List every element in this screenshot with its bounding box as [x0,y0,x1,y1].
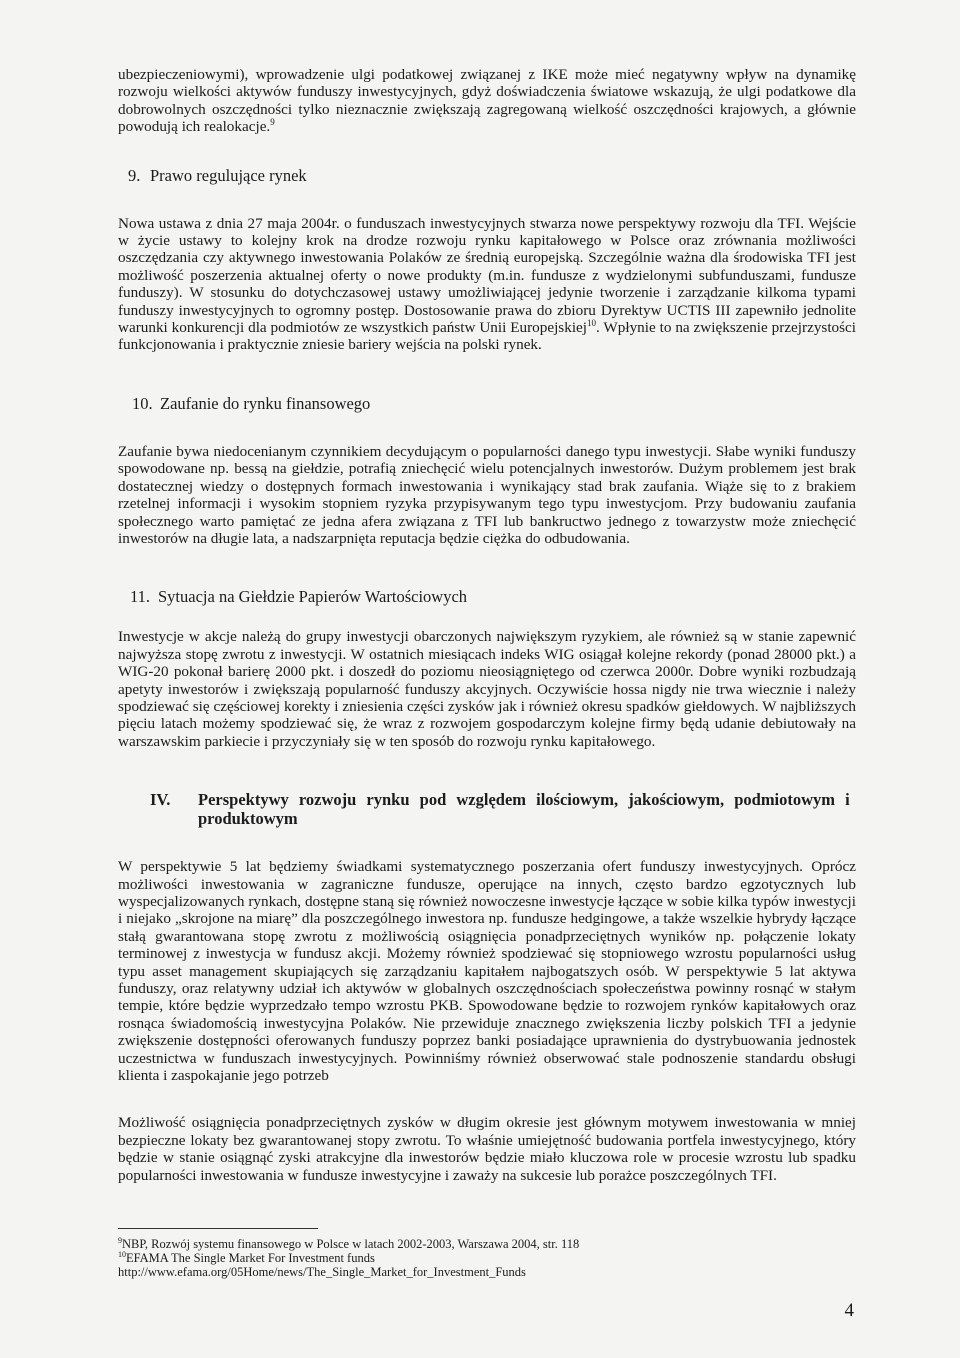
page-number: 4 [844,1300,854,1321]
footnote-divider [118,1228,318,1229]
footnote-10-url: http://www.efama.org/05Home/news/The_Single_Market_for_Investment_Funds [118,1265,526,1280]
footnote-9: $^9$NBP, Rozwój systemu finansowego w Polsce w latach 2002-2003, Warszawa 2004, str. 118 [118,1235,580,1252]
footnote-ref-9: 9 [270,117,275,128]
paragraph-returns: Możliwość osiągnięcia ponadprzeciętnych zysków w długim okresie jest głównym motywem inwestowania w mniej bezpieczne lokaty bez gwarantowanej stopy zwrotu. To właśnie umiejętność budowania portfela inwestycyjnego, który będzie w stanie osiągnąć zyski atrakcyjne dla inwestorów będzie miało kluczowa role w procesie wzrostu lub spadku popularności inwestowania w fundusze inwestycyjne i zaważy na sukcesie lub porażce poszczególnych TFI. [118,1114,856,1184]
paragraph-law: Nowa ustawa z dnia 27 maja 2004r. o funduszach inwestycyjnych stwarza nowe perspektywy rozwoju dla TFI. Wejście w życie ustawy to kolejny krok na drodze rozwoju rynku kapitałowego w Polsce oraz zrównania możliwości oszczędzania czy aktywnego inwestowania Polaków ze średnią europejską. Szczególnie ważna dla środowiska TFI jest możliwość poszerzenia aktualnej oferty o nowe produkty (m.in. fundusze z wydzielonymi subfunduszami, fundusze funduszy). W stosunku do dotychczasowej ustawy umożliwiającej jedynie tworzenie i zarządzanie kilkoma typami funduszy inwestycyjnych to ogromny postęp. Dostosowanie prawa do zbioru Dyrektyw UCTIS III zapewniło jednolite warunki konkurencji dla podmiotów ze wszystkich państw Unii Europejskiej$^{10}$. Wpłynie to na zwiększenie przejrzystości funkcjonowania i praktycznie zniesie bariery wejścia na polski rynek. [118,214,857,354]
paragraph-intro: ubezpieczeniowymi), wprowadzenie ulgi podatkowej związanej z IKE może mieć negatywny wpływ na dynamikę rozwoju wielkości aktywów funduszy inwestycyjnych, gdyż doświadczenia światowe wskazują, że ulgi podatkowe dla dobrowolnych oszczędności tylko nieznacznie zwiększają zagregowaną wielkość oszczędności krajowych, a głównie powodują ich realokacje.$^9$ [118,66,856,136]
paragraph-stock-exchange: Inwestycje w akcje należą do grupy inwestycji obarczonych największym ryzykiem, ale również są w stanie zapewnić najwyższa stopę zwrotu z inwestycji. W ostatnich miesiącach indeks WIG osiągał kolejne rekordy (ponad 28000 pkt.) a WIG-20 pokonał barierę 2000 pkt. i doszedł do poziomu nieosiągniętego od czerwca 2000r. Dobre wyniki rozbudzają apetyty inwestorów i zwiększają popularność funduszy akcyjnych. Oczywiście hossa nigdy nie trwa wiecznie i należy spodziewać się częściowej korekty i zniesienia części zysków jak i również okresu spadków giełdowych. W najbliższych pięciu latach możemy spodziewać się, że wraz z rozwojem gospodarczym kolejne firmy będą udanie debiutowały na warszawskim parkiecie i przyczyniały się w ten sposób do rozwoju rynku kapitałowego. [118,628,856,750]
section-heading-11: 11. Sytuacja na Giełdzie Papierów Wartościowych [130,587,468,607]
paragraph-outlook: W perspektywie 5 lat będziemy świadkami systematycznego poszerzania ofert funduszy inwestycyjnych. Oprócz możliwości inwestowania w zagraniczne fundusze, operujące na innych, często bardzo egzotycznych lub wyspecjalizowanych rynkach, dostępne staną się również nowoczesne inwestycje łączące w sobie kilka typów inwestycji i niejako „skrojone na miarę” dla poszczególnego inwestora np. fundusze hedgingowe, a także wszelkie hybrydy łączące stałą gwarantowana stopę zwrotu z możliwością osiągnięcia ponadprzeciętnych wyników np. połączenie lokaty terminowej z inwestycja w fundusz akcji. Możemy również spodziewać się stopniowego wzrostu popularności usług typu asset management skupiających się zarządzaniu kapitałem najbogatszych osób. W perspektywie 5 lat aktywa funduszy, oraz relatywny udział ich aktywów w globalnych oszczędnościach społeczeństwa powinny rosnąć w stałym tempie, które będzie wyprzedzało tempo wzrostu PKB. Spowodowane będzie to rozwojem rynków kapitałowych oraz rosnąca świadomością inwestycyjna Polaków. Nie przewiduje znacznego zwiększenia liczby polskich TFI a jedynie zwiększenie dostępności oferowanych funduszy poprzez banki posiadające uprawnienia do dystrybuowania jednostek uczestnictwa w funduszach inwestycyjnych. Powinniśmy również obserwować stale podnoszenie standardu obsługi klienta i zaspokajanie jego potrzeb [118,858,856,1085]
footnote-10: $^{10}$EFAMA The Single Market For Investment funds [118,1249,375,1266]
footnote-ref-10: 10 [587,318,596,328]
chapter-heading-iv: IV. Perspektywy rozwoju rynku pod względem ilościowym, jakościowym, podmiotowym i produktowym [150,790,850,829]
paragraph-trust: Zaufanie bywa niedocenianym czynnikiem decydującym o popularności danego typu inwestycji. Słabe wyniki funduszy spowodowane np. bessą na giełdzie, potrafią zniechęcić wielu potencjalnych inwestorów. Dużym problemem jest brak dostatecznej wiedzy o dostępnych formach inwestowania i wynikający stad brak zaufania. Wiąże się to z brakiem rzetelnej informacji i wysokim stopniem ryzyka przypisywanym tego typu inwestycjom. Przy budowaniu zaufania społecznego warto pamiętać ze jedna afera związana z TFI lub bankructwo jednego z towarzystw może zniechęcić inwestorów na długie lata, a nadszarpnięta reputacja będzie ciężka do odbudowania. [118,442,856,547]
section-heading-10: 10. Zaufanie do rynku finansowego [132,393,371,413]
section-heading-9: 9. Prawo regulujące rynek [128,165,307,185]
